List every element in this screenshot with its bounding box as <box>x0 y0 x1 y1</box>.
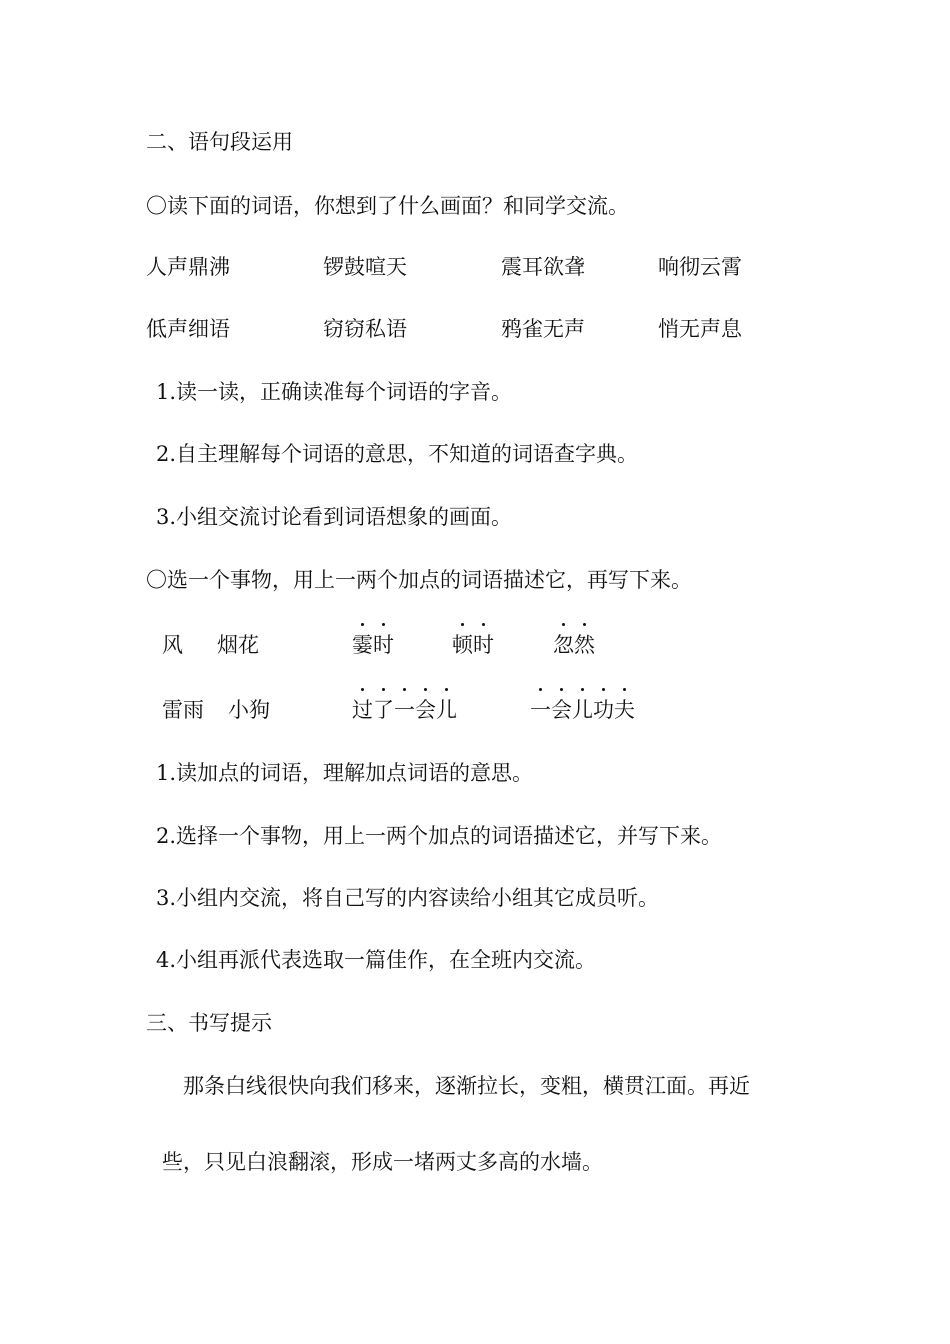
thing-item: 小狗 <box>228 698 270 722</box>
section-heading: 三、书写提示 <box>146 1011 272 1035</box>
step-item: 1.读一读，正确读准每个词语的字音。 <box>156 380 513 404</box>
thing-item: 雷雨 <box>162 698 204 722</box>
word-item: 锣鼓喧天 <box>323 255 407 279</box>
step-item: 3.小组内交流，将自己写的内容读给小组其它成员听。 <box>156 886 660 910</box>
step-item: 3.小组交流讨论看到词语想象的画面。 <box>156 505 513 529</box>
task-prompt: 〇读下面的词语，你想到了什么画面？和同学交流。 <box>146 194 629 218</box>
word-item: 响彻云霄 <box>658 255 742 279</box>
word-item: 悄无声息 <box>658 317 742 341</box>
word-item: 人声鼎沸 <box>146 255 230 279</box>
dotted-word: 忽然 <box>553 633 595 657</box>
passage-line: 那条白线很快向我们移来，逐渐拉长，变粗，横贯江面。再近 <box>183 1074 750 1098</box>
thing-item: 风 <box>162 633 183 657</box>
passage-line: 些，只见白浪翻滚，形成一堵两丈多高的水墙。 <box>162 1150 603 1174</box>
step-item: 2.选择一个事物，用上一两个加点的词语描述它，并写下来。 <box>156 824 723 848</box>
task-prompt: 〇选一个事物，用上一两个加点的词语描述它，再写下来。 <box>146 568 692 592</box>
dotted-word: 顿时 <box>452 633 494 657</box>
dotted-word: 一会儿功夫 <box>530 698 635 722</box>
dotted-word: 霎时 <box>352 633 394 657</box>
step-item: 2.自主理解每个词语的意思，不知道的词语查字典。 <box>156 442 639 466</box>
thing-item: 烟花 <box>217 633 259 657</box>
word-item: 鸦雀无声 <box>501 317 585 341</box>
section-heading: 二、语句段运用 <box>146 130 293 154</box>
step-item: 1.读加点的词语，理解加点词语的意思。 <box>156 761 534 785</box>
step-item: 4.小组再派代表选取一篇佳作，在全班内交流。 <box>156 948 597 972</box>
dotted-word: 过了一会儿 <box>352 698 457 722</box>
word-item: 震耳欲聋 <box>501 255 585 279</box>
word-item: 窃窃私语 <box>323 317 407 341</box>
word-item: 低声细语 <box>146 317 230 341</box>
